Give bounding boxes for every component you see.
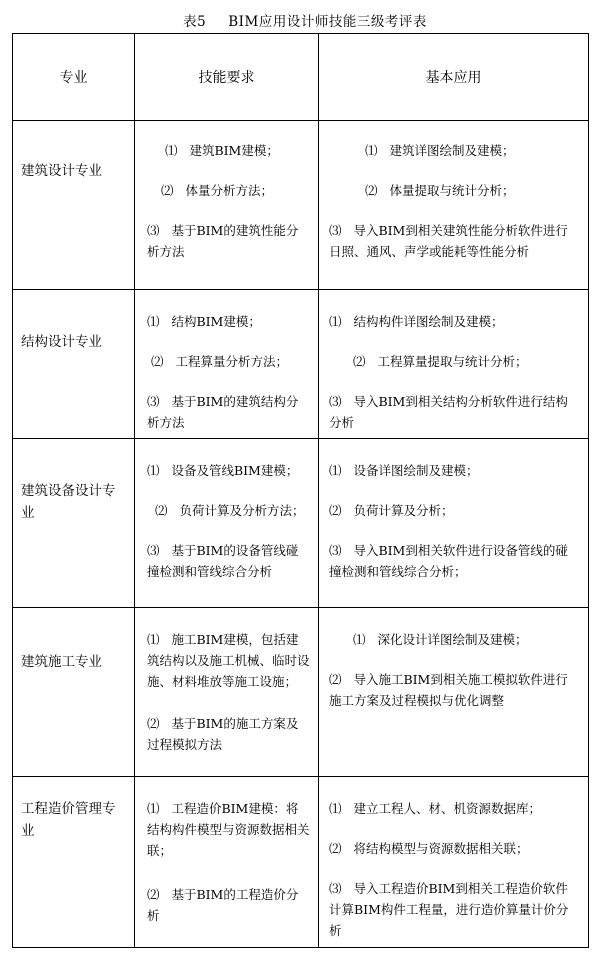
list-item: ⑶ 基于BIM的建筑结构分析方法 xyxy=(147,394,299,430)
applications-cell xyxy=(319,121,589,290)
skills-cell xyxy=(135,290,319,439)
list-item: ⑴ 设备及管线BIM建模； xyxy=(147,463,299,478)
list-item: ⑶ 导入BIM到相关建筑性能分析软件进行日照、通风、声学或能耗等性能分析 xyxy=(329,223,568,259)
major-name: 建筑设计专业 xyxy=(21,163,102,179)
header-major: 专业 xyxy=(13,34,135,121)
major-name: 工程造价管理专业 xyxy=(21,801,116,839)
list-item: ⑵ 导入施工BIM到相关施工模拟软件进行施工方案及过程模拟与优化调整 xyxy=(329,672,568,708)
major-cell xyxy=(13,290,135,439)
header-skills: 技能要求 xyxy=(135,34,319,121)
list-item: ⑵ 将结构模型与资源数据相关联； xyxy=(329,841,529,856)
skills-cell xyxy=(135,121,319,290)
list-item: ⑵ 基于BIM的工程造价分析 xyxy=(147,887,299,923)
major-name: 建筑施工专业 xyxy=(21,654,102,670)
list-item: ⑵ 工程算量提取与统计分析； xyxy=(353,354,528,369)
list-item: ⑴ 建筑详图绘制及建模； xyxy=(365,143,515,158)
list-item: ⑵ 负荷计算及分析； xyxy=(329,503,454,518)
skills-cell xyxy=(135,439,319,608)
major-name: 结构设计专业 xyxy=(21,334,102,350)
table-number: 表5 xyxy=(183,14,207,30)
list-item: ⑵ 体量分析方法； xyxy=(161,183,273,198)
list-item: ⑵ 体量提取与统计分析； xyxy=(365,183,515,198)
major-cell xyxy=(13,608,135,777)
major-cell xyxy=(13,439,135,608)
table-row xyxy=(13,290,589,439)
major-cell xyxy=(13,777,135,948)
major-name: 建筑设备设计专业 xyxy=(21,483,116,521)
applications-cell xyxy=(319,290,589,439)
skills-cell xyxy=(135,777,319,948)
applications-cell xyxy=(319,439,589,608)
list-item: ⑵ 基于BIM的施工方案及过程模拟方法 xyxy=(147,716,299,752)
list-item: ⑶ 导入工程造价BIM到相关工程造价软件计算BIM构件工程量，进行造价算量计价分析 xyxy=(329,881,569,938)
skills-cell xyxy=(135,608,319,777)
list-item: ⑶ 导入BIM到相关结构分析软件进行结构分析 xyxy=(329,394,568,430)
list-item: ⑴ 深化设计详图绘制及建模； xyxy=(353,632,528,647)
list-item: ⑴ 工程造价BIM建模：将结构构件模型与资源数据相关联； xyxy=(147,801,310,858)
applications-cell xyxy=(319,777,589,948)
list-item: ⑴ 设备详图绘制及建模； xyxy=(329,463,479,478)
list-item: ⑴ 建筑BIM建模； xyxy=(165,143,279,158)
table-title-text: BIM应用设计师技能三级考评表 xyxy=(228,14,427,30)
list-item: ⑴ 施工BIM建模，包括建筑结构以及施工机械、临时设施、材料堆放等施工设施； xyxy=(147,632,310,689)
major-cell xyxy=(13,121,135,290)
skills-assessment-table xyxy=(12,33,589,948)
table-title xyxy=(0,10,610,30)
list-item: ⑶ 基于BIM的建筑性能分析方法 xyxy=(147,223,299,259)
list-item: ⑶ 导入BIM到相关软件进行设备管线的碰撞检测和管线综合分析； xyxy=(329,543,568,579)
header-applications: 基本应用 xyxy=(319,34,589,121)
list-item: ⑵ 负荷计算及分析方法； xyxy=(155,503,305,518)
list-item: ⑶ 基于BIM的设备管线碰撞检测和管线综合分析 xyxy=(147,543,299,579)
table-row xyxy=(13,777,589,948)
list-item: ⑵ 工程算量分析方法； xyxy=(151,354,288,369)
list-item: ⑴ 建立工程人、材、机资源数据库； xyxy=(329,801,541,816)
list-item: ⑴ 结构BIM建模； xyxy=(147,314,261,329)
table-row xyxy=(13,121,589,290)
header-row xyxy=(13,34,589,121)
table-row xyxy=(13,608,589,777)
table-row xyxy=(13,439,589,608)
applications-cell xyxy=(319,608,589,777)
list-item: ⑴ 结构构件详图绘制及建模； xyxy=(329,314,504,329)
